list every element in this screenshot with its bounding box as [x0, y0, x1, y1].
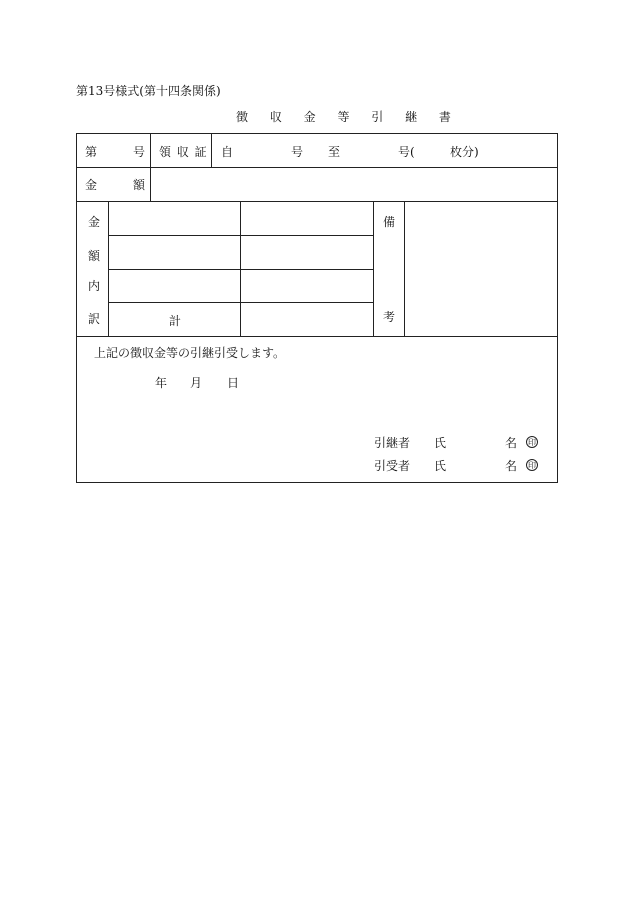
transferee-name-char-1: 氏 [434, 459, 447, 473]
col-divider [373, 201, 374, 336]
col-divider [108, 201, 109, 336]
breakdown-char: 額 [88, 249, 101, 263]
transferor-seal-mark: 印 [528, 438, 536, 447]
transferor-label: 引継者 [374, 436, 411, 450]
col-divider [240, 201, 241, 336]
transferee-seal-mark: 印 [528, 461, 536, 470]
from-label: 自 [221, 145, 234, 159]
number-label-right: 号 [133, 145, 146, 159]
date-day-label: 日 [227, 376, 240, 390]
col-divider [150, 134, 151, 201]
document-title: 徴 収 金 等 引 継 書 [236, 110, 460, 124]
transferee-label: 引受者 [374, 459, 411, 473]
total-label: 計 [169, 314, 182, 328]
to-label: 至 [328, 145, 341, 159]
transferee-name-char-2: 名 [505, 459, 518, 473]
form-number-label: 第13号様式(第十四条関係) [76, 84, 221, 98]
sheets-label: 枚分) [450, 145, 479, 159]
breakdown-char: 金 [88, 215, 101, 229]
row-divider [77, 201, 557, 202]
receipt-label: 領 収 証 [159, 145, 208, 159]
number-label-to: 号( [398, 145, 415, 159]
transferor-name-char-2: 名 [505, 436, 518, 450]
amount-label-right: 額 [133, 178, 146, 192]
transferor-name-char-1: 氏 [434, 436, 447, 450]
number-label-from: 号 [291, 145, 304, 159]
statement-text: 上記の徴収金等の引継引受します。 [94, 346, 286, 360]
breakdown-char: 訳 [88, 312, 101, 326]
remarks-char-bottom: 考 [383, 310, 396, 324]
row-divider [77, 167, 557, 168]
number-label-left: 第 [85, 145, 98, 159]
breakdown-char: 内 [88, 279, 101, 293]
amount-label-left: 金 [85, 178, 98, 192]
col-divider [404, 201, 405, 336]
row-divider [77, 336, 557, 337]
date-month-label: 月 [190, 376, 203, 390]
transfer-form-table [76, 133, 558, 483]
date-year-label: 年 [155, 376, 168, 390]
remarks-char-top: 備 [383, 215, 396, 229]
col-divider [211, 134, 212, 167]
